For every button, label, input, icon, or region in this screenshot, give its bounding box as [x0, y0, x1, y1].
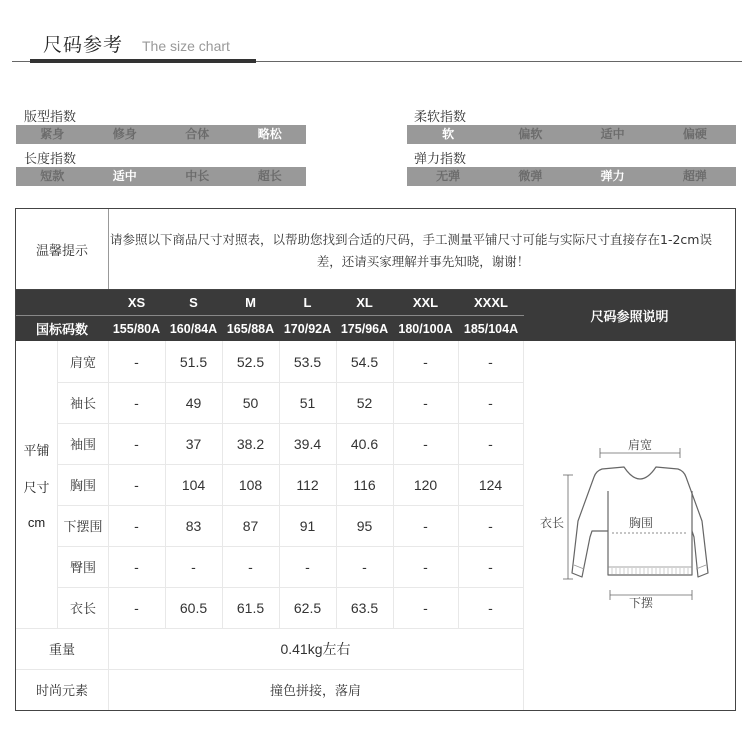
- measure-value: 63.5: [350, 599, 379, 616]
- national-size: 160/84A: [169, 321, 218, 336]
- measure-value: -: [488, 353, 493, 370]
- diagram-hem-label: 下摆: [628, 596, 654, 610]
- measure-value: 49: [185, 394, 202, 411]
- header-accent-bar: [30, 59, 256, 63]
- measure-value: 91: [299, 517, 316, 534]
- fit-index-label: 版型指数: [24, 110, 77, 125]
- tip-text-line-2: 差，还请买家理解并事先知晓，谢谢！: [316, 254, 530, 269]
- measure-value: 51: [299, 394, 316, 411]
- measure-value: 54.5: [350, 353, 379, 370]
- length-option: 短款: [40, 169, 65, 183]
- measure-value: 61.5: [236, 599, 265, 616]
- measure-value: 87: [242, 517, 259, 534]
- weight-value: 0.41kg左右: [280, 640, 351, 657]
- ref-label: 尺码参照说明: [590, 309, 669, 324]
- measure-value: -: [488, 558, 493, 575]
- page-subtitle: The size chart: [142, 38, 230, 54]
- measure-value: -: [362, 558, 367, 575]
- soft-option: 偏硬: [682, 127, 707, 141]
- measure-value: -: [134, 476, 139, 493]
- measure-value: -: [488, 435, 493, 452]
- tip-text-line-1: 请参照以下商品尺寸对照表，以帮助您找到合适的尺码，手工测量平铺尺寸可能与实际尺寸直接存在1-2cm误: [110, 232, 712, 247]
- soft-option: 适中: [600, 127, 625, 141]
- measure-value: 39.4: [293, 435, 322, 452]
- measure-value: 95: [356, 517, 373, 534]
- fit-index-bar: [16, 125, 306, 144]
- fit-option: 紧身: [40, 127, 65, 141]
- measure-value: 116: [353, 476, 376, 493]
- length-option: 超长: [257, 169, 282, 183]
- weight-label: 重量: [48, 643, 75, 658]
- measure-value: 50: [242, 394, 259, 411]
- soft-option-selected: 软: [442, 127, 455, 141]
- measure-value: 37: [185, 435, 202, 452]
- soft-index-label: 柔软指数: [414, 110, 467, 125]
- measure-name: 袖围: [69, 438, 96, 453]
- measure-name: 袖长: [69, 397, 96, 412]
- measure-value: 53.5: [293, 353, 322, 370]
- elastic-index-label: 弹力指数: [414, 152, 467, 167]
- elastic-index-bar: [407, 167, 736, 186]
- measure-value: -: [134, 435, 139, 452]
- measure-value: -: [134, 394, 139, 411]
- measure-value: -: [423, 435, 428, 452]
- measure-name: 臀围: [69, 561, 96, 576]
- style-value: 撞色拼接，落肩: [269, 684, 361, 699]
- group-label-size: 尺寸: [23, 481, 50, 496]
- size-header: S: [189, 295, 198, 310]
- measure-value: -: [423, 394, 428, 411]
- national-size: 185/104A: [463, 321, 519, 336]
- measure-value: 52.5: [236, 353, 265, 370]
- size-header: XL: [356, 295, 373, 310]
- group-label-unit: cm: [27, 515, 46, 530]
- national-size: 165/88A: [226, 321, 275, 336]
- measure-value: 52: [356, 394, 373, 411]
- measure-value: 112: [296, 476, 319, 493]
- national-size: 155/80A: [112, 321, 161, 336]
- measure-value: -: [423, 558, 428, 575]
- sweater-diagram: [524, 341, 735, 710]
- measure-value: 38.2: [236, 435, 265, 452]
- measure-value: -: [134, 517, 139, 534]
- measure-value: 60.5: [179, 599, 208, 616]
- measure-value: -: [488, 599, 493, 616]
- measure-name: 下摆围: [63, 520, 103, 535]
- diagram-length-label: 衣长: [539, 516, 564, 530]
- measure-value: -: [488, 394, 493, 411]
- diagram-chest-label: 胸围: [628, 516, 654, 530]
- size-header: XS: [127, 295, 146, 310]
- measure-name: 胸围: [69, 479, 96, 494]
- measure-value: -: [191, 558, 196, 575]
- measure-value: -: [423, 353, 428, 370]
- diagram-shoulder-label: 肩宽: [627, 438, 653, 452]
- soft-option: 偏软: [518, 127, 543, 141]
- fit-option: 修身: [112, 127, 137, 141]
- length-index-label: 长度指数: [24, 152, 77, 167]
- group-label-flat: 平铺: [23, 444, 50, 459]
- measure-value: -: [248, 558, 253, 575]
- measure-value: 40.6: [350, 435, 379, 452]
- measure-name: 衣长: [69, 602, 96, 617]
- measure-value: -: [134, 558, 139, 575]
- elastic-option: 微弹: [518, 169, 543, 183]
- measure-value: 120: [413, 476, 438, 493]
- elastic-option: 无弹: [436, 169, 461, 183]
- measure-value: -: [305, 558, 310, 575]
- size-header: M: [245, 295, 256, 310]
- length-option-selected: 适中: [112, 169, 137, 183]
- style-label: 时尚元素: [35, 684, 88, 699]
- elastic-option-selected: 弹力: [600, 169, 625, 183]
- measure-value: 108: [238, 476, 263, 493]
- measure-value: 83: [185, 517, 202, 534]
- national-size: 170/92A: [283, 321, 332, 336]
- measure-value: 51.5: [179, 353, 208, 370]
- fit-option-selected: 略松: [257, 127, 282, 141]
- size-header: XXXL: [474, 295, 508, 310]
- measure-name: 肩宽: [69, 356, 96, 371]
- fit-option: 合体: [185, 127, 210, 141]
- size-header: L: [303, 295, 312, 310]
- measure-value: 104: [181, 476, 206, 493]
- national-size-label: 国标码数: [35, 322, 88, 337]
- national-size: 175/96A: [340, 321, 389, 336]
- national-size: 180/100A: [398, 321, 453, 336]
- soft-index-bar: [407, 125, 736, 144]
- measure-value: -: [488, 517, 493, 534]
- measure-value: -: [134, 599, 139, 616]
- measure-value: 62.5: [293, 599, 322, 616]
- tip-label: 温馨提示: [35, 243, 88, 259]
- length-index-bar: [16, 167, 306, 186]
- elastic-option: 超弹: [682, 169, 707, 183]
- length-option: 中长: [185, 169, 210, 183]
- page-title: 尺码参考: [43, 34, 124, 56]
- measure-value: -: [423, 517, 428, 534]
- size-header: XXL: [412, 295, 439, 310]
- measure-value: -: [134, 353, 139, 370]
- measure-value: -: [423, 599, 428, 616]
- table-divider: [108, 209, 109, 289]
- measure-value: 124: [478, 476, 503, 493]
